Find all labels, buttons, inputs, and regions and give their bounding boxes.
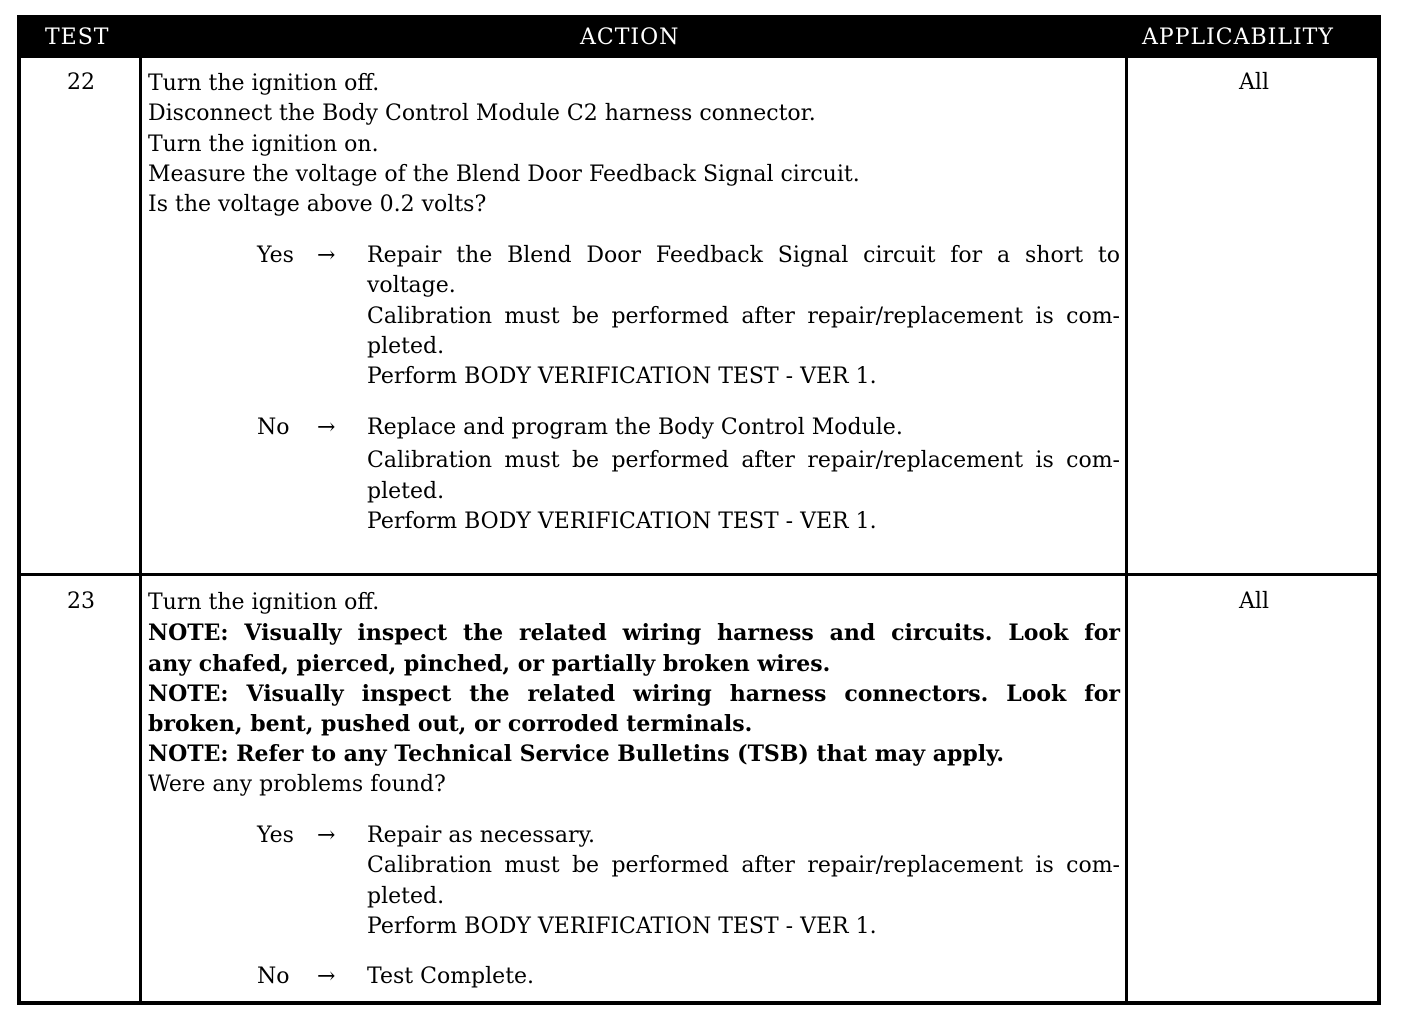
no-label: No <box>257 415 290 440</box>
step-text: Turn the ignition off. <box>148 71 380 96</box>
table-header <box>21 19 1377 58</box>
step-text: Measure the voltage of the Blend Door Feedback Signal circuit. <box>148 161 860 187</box>
result-line: pleted. <box>367 333 445 359</box>
step-text: Disconnect the Body Control Module C2 harness connector. <box>148 101 816 127</box>
no-result <box>367 962 1120 992</box>
yes-label: Yes <box>257 823 294 848</box>
step-text: Is the voltage above 0.2 volts? <box>148 192 487 218</box>
no-label: No <box>257 964 290 989</box>
right-arrow-icon: → <box>317 823 336 848</box>
yes-result <box>367 241 1120 392</box>
row-divider <box>21 573 1377 576</box>
result-line: Repair as necessary. <box>367 823 595 848</box>
step-text: Turn the ignition off. <box>148 590 380 615</box>
note-text: broken, bent, pushed out, or corroded terminals. <box>148 711 753 738</box>
yes-result <box>367 821 1120 942</box>
diagnostic-table <box>17 15 1381 1005</box>
note-text: NOTE: Visually inspect the related wiring harness connectors. Look for <box>148 680 1120 707</box>
right-arrow-icon: → <box>317 964 336 989</box>
right-arrow-icon: → <box>317 415 336 440</box>
result-line: pleted. <box>367 883 445 909</box>
action-steps <box>148 69 1120 220</box>
result-line: Calibration must be performed after repair/replacement is com- <box>367 303 1120 329</box>
note-text: any chafed, pierced, pinched, or partially broken wires. <box>148 650 831 677</box>
applicability-value: All <box>1239 70 1269 95</box>
applicability-value: All <box>1239 589 1269 614</box>
header-action: ACTION <box>580 25 680 50</box>
result-line: voltage. <box>367 273 456 299</box>
header-applicability: APPLICABILITY <box>1142 25 1334 50</box>
column-divider <box>1125 58 1128 1001</box>
column-divider <box>139 58 142 1001</box>
result-line: pleted. <box>367 478 445 504</box>
action-steps <box>148 588 1120 800</box>
result-line: Repair the Blend Door Feedback Signal circuit for a short to <box>367 243 1120 268</box>
result-line: Calibration must be performed after repair/replacement is com- <box>367 448 1120 474</box>
test-number: 22 <box>67 70 95 95</box>
note-text: NOTE: Refer to any Technical Service Bulletins (TSB) that may apply. <box>148 741 1004 768</box>
header-test: TEST <box>45 25 110 50</box>
result-line: Perform BODY VERIFICATION TEST - VER 1. <box>367 913 877 939</box>
test-number: 23 <box>67 589 95 614</box>
result-line: Calibration must be performed after repair/replacement is com- <box>367 853 1120 879</box>
note-text: NOTE: Visually inspect the related wiring harness and circuits. Look for <box>148 620 1120 647</box>
result-line: Perform BODY VERIFICATION TEST - VER 1. <box>367 364 877 390</box>
step-text: Were any problems found? <box>148 771 446 797</box>
step-text: Turn the ignition on. <box>148 131 379 157</box>
result-line: Replace and program the Body Control Module. <box>367 415 903 440</box>
result-line: Perform BODY VERIFICATION TEST - VER 1. <box>367 508 877 534</box>
yes-label: Yes <box>257 243 294 268</box>
right-arrow-icon: → <box>317 243 336 268</box>
result-line: Test Complete. <box>367 964 535 989</box>
no-result <box>367 413 1120 537</box>
